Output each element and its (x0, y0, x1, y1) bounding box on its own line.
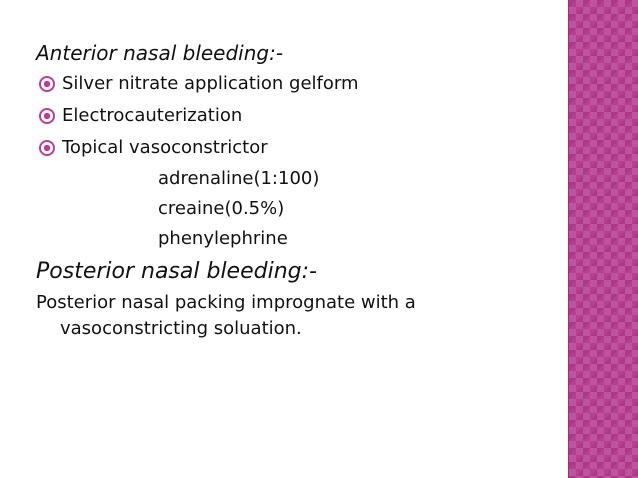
heading-posterior-nasal-bleeding: Posterior nasal bleeding:- (36, 259, 317, 284)
sub-item-creaine: creaine(0.5%) (158, 198, 285, 219)
target-bullet-icon (38, 139, 56, 157)
target-bullet-icon (38, 75, 56, 93)
slide-content (36, 40, 556, 342)
bullet-label: Electrocauterization (62, 105, 243, 126)
decorative-side-band (568, 0, 638, 478)
bullet-item-silver-nitrate (36, 68, 556, 100)
bullet-list (36, 68, 556, 164)
bullet-item-electrocauterization (36, 100, 556, 132)
bullet-item-topical-vasoconstrictor (36, 132, 556, 164)
bullet-label: Silver nitrate application gelform (62, 73, 359, 94)
sub-item-phenylephrine: phenylephrine (158, 228, 288, 249)
bullet-label: Topical vasoconstrictor (62, 137, 268, 158)
heading-anterior-nasal-bleeding: Anterior nasal bleeding:- (36, 41, 284, 65)
target-bullet-icon (38, 107, 56, 125)
posterior-treatment-paragraph: Posterior nasal packing imprognate with a vasoconstricting soluation. (36, 292, 416, 339)
sub-item-adrenaline: adrenaline(1:100) (158, 168, 320, 189)
